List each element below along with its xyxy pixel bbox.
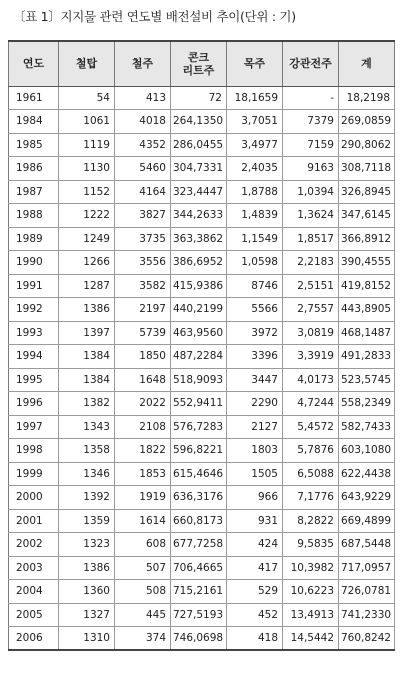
table-cell: 1343	[59, 415, 115, 439]
table-header-row	[9, 41, 395, 86]
table-cell: 2,2183	[283, 251, 339, 275]
year-cell: 1993	[9, 321, 59, 345]
year-cell: 2004	[9, 580, 59, 604]
table-cell: 419,8152	[339, 274, 395, 298]
table-cell: 1853	[115, 462, 171, 486]
table-cell: 323,4447	[171, 180, 227, 204]
table-cell: 390,4555	[339, 251, 395, 275]
table-cell: 1822	[115, 439, 171, 463]
table-cell: 3447	[227, 368, 283, 392]
table-cell: 3972	[227, 321, 283, 345]
table-cell: 1648	[115, 368, 171, 392]
header-concrete-pole: 콘크 리트주	[171, 41, 227, 86]
table-cell: 13,4913	[283, 603, 339, 627]
table-cell: 2197	[115, 298, 171, 322]
table-cell: 558,2349	[339, 392, 395, 416]
table-cell: 2,4035	[227, 157, 283, 181]
table-cell: 615,4646	[171, 462, 227, 486]
table-cell: 308,7118	[339, 157, 395, 181]
table-row	[9, 462, 395, 486]
table-cell: 1310	[59, 627, 115, 651]
year-cell: 1999	[9, 462, 59, 486]
table-cell: 1,8517	[283, 227, 339, 251]
table-cell: 54	[59, 86, 115, 110]
table-cell: 14,5442	[283, 627, 339, 651]
table-cell: 2127	[227, 415, 283, 439]
table-cell: 5566	[227, 298, 283, 322]
table-cell: 1346	[59, 462, 115, 486]
table-cell: 1249	[59, 227, 115, 251]
table-cell: 417	[227, 556, 283, 580]
year-cell: 1987	[9, 180, 59, 204]
table-cell: 264,1350	[171, 110, 227, 134]
table-cell: 1287	[59, 274, 115, 298]
table-row	[9, 251, 395, 275]
year-cell: 2006	[9, 627, 59, 651]
table-cell: 1386	[59, 556, 115, 580]
table-cell: 8,2822	[283, 509, 339, 533]
table-cell: 1119	[59, 133, 115, 157]
table-cell: 3,0819	[283, 321, 339, 345]
table-cell: 304,7331	[171, 157, 227, 181]
table-cell: 715,2161	[171, 580, 227, 604]
table-cell: 760,8242	[339, 627, 395, 651]
table-cell: 741,2330	[339, 603, 395, 627]
table-cell: 4018	[115, 110, 171, 134]
table-cell: 326,8945	[339, 180, 395, 204]
table-cell: 440,2199	[171, 298, 227, 322]
table-cell: 1360	[59, 580, 115, 604]
table-cell: 677,7258	[171, 533, 227, 557]
table-cell: 552,9411	[171, 392, 227, 416]
table-cell: 523,5745	[339, 368, 395, 392]
table-cell: 518,9093	[171, 368, 227, 392]
table-row	[9, 274, 395, 298]
header-steel-tower: 철탑	[59, 41, 115, 86]
table-cell: 608	[115, 533, 171, 557]
table-cell: 7159	[283, 133, 339, 157]
year-cell: 1996	[9, 392, 59, 416]
table-cell: 4,7244	[283, 392, 339, 416]
table-cell: 507	[115, 556, 171, 580]
table-cell: 1323	[59, 533, 115, 557]
table-cell: 2,7557	[283, 298, 339, 322]
table-row	[9, 180, 395, 204]
table-row	[9, 627, 395, 651]
table-cell: 1327	[59, 603, 115, 627]
table-row	[9, 321, 395, 345]
table-row	[9, 110, 395, 134]
table-cell: 1358	[59, 439, 115, 463]
table-cell: 72	[171, 86, 227, 110]
table-cell: 2108	[115, 415, 171, 439]
header-steel-pole: 철주	[115, 41, 171, 86]
year-cell: 2000	[9, 486, 59, 510]
year-cell: 1989	[9, 227, 59, 251]
table-cell: 1382	[59, 392, 115, 416]
table-cell: 5,7876	[283, 439, 339, 463]
table-cell: 3,7051	[227, 110, 283, 134]
table-cell: 687,5448	[339, 533, 395, 557]
year-cell: 2003	[9, 556, 59, 580]
table-cell: 415,9386	[171, 274, 227, 298]
table-row	[9, 439, 395, 463]
table-cell: 706,4665	[171, 556, 227, 580]
year-cell: 1985	[9, 133, 59, 157]
table-cell: 622,4438	[339, 462, 395, 486]
table-cell: 582,7433	[339, 415, 395, 439]
table-cell: 1266	[59, 251, 115, 275]
table-cell: 443,8905	[339, 298, 395, 322]
table-cell: 4164	[115, 180, 171, 204]
table-cell: 286,0455	[171, 133, 227, 157]
table-cell: 9163	[283, 157, 339, 181]
table-row	[9, 86, 395, 110]
table-cell: 347,6145	[339, 204, 395, 228]
table-cell: 424	[227, 533, 283, 557]
table-cell: 2022	[115, 392, 171, 416]
table-cell: 344,2633	[171, 204, 227, 228]
table-row	[9, 345, 395, 369]
year-cell: 1995	[9, 368, 59, 392]
table-cell: 3735	[115, 227, 171, 251]
table-cell: 4,0173	[283, 368, 339, 392]
table-row	[9, 580, 395, 604]
table-row	[9, 392, 395, 416]
table-cell: 366,8912	[339, 227, 395, 251]
header-year: 연도	[9, 41, 59, 86]
table-cell: 1392	[59, 486, 115, 510]
table-cell: 487,2284	[171, 345, 227, 369]
table-cell: 1386	[59, 298, 115, 322]
table-cell: 3827	[115, 204, 171, 228]
table-cell: 290,8062	[339, 133, 395, 157]
table-row	[9, 204, 395, 228]
table-cell: 3556	[115, 251, 171, 275]
table-cell: 5,4572	[283, 415, 339, 439]
table-cell: 966	[227, 486, 283, 510]
table-cell: 3582	[115, 274, 171, 298]
table-cell: 1803	[227, 439, 283, 463]
year-cell: 1986	[9, 157, 59, 181]
table-cell: 1614	[115, 509, 171, 533]
header-total: 계	[339, 41, 395, 86]
table-cell: 931	[227, 509, 283, 533]
table-cell: 463,9560	[171, 321, 227, 345]
table-caption: 〔표 1〕지지물 관련 연도별 배전설비 추이(단위 : 기)	[13, 9, 296, 24]
table-cell: 7,1776	[283, 486, 339, 510]
year-cell: 1984	[9, 110, 59, 134]
table-cell: 727,5193	[171, 603, 227, 627]
year-cell: 1990	[9, 251, 59, 275]
table-cell: 8746	[227, 274, 283, 298]
table-cell: 1,0394	[283, 180, 339, 204]
table-cell: 1397	[59, 321, 115, 345]
table-cell: 1,1549	[227, 227, 283, 251]
table-cell: 1061	[59, 110, 115, 134]
table-cell: 10,3982	[283, 556, 339, 580]
year-cell: 1994	[9, 345, 59, 369]
table-cell: 5739	[115, 321, 171, 345]
table-cell: 3,3919	[283, 345, 339, 369]
table-row	[9, 368, 395, 392]
header-steel-pipe-pole: 강관전주	[283, 41, 339, 86]
table-cell: 1505	[227, 462, 283, 486]
table-cell: 18,2198	[339, 86, 395, 110]
table-cell: 10,6223	[283, 580, 339, 604]
year-cell: 1997	[9, 415, 59, 439]
table-cell: 18,1659	[227, 86, 283, 110]
table-row	[9, 227, 395, 251]
table-cell: 1384	[59, 345, 115, 369]
table-cell: 529	[227, 580, 283, 604]
table-cell: 452	[227, 603, 283, 627]
table-cell: 596,8221	[171, 439, 227, 463]
table-cell: 363,3862	[171, 227, 227, 251]
table-row	[9, 509, 395, 533]
table-cell: 1222	[59, 204, 115, 228]
table-cell: 418	[227, 627, 283, 651]
table-cell: 269,0859	[339, 110, 395, 134]
table-cell: 1,3624	[283, 204, 339, 228]
table-row	[9, 157, 395, 181]
table-cell: 2,5151	[283, 274, 339, 298]
distribution-facilities-table	[8, 40, 395, 651]
table-cell: 3,4977	[227, 133, 283, 157]
table-cell: 6,5088	[283, 462, 339, 486]
table-row	[9, 533, 395, 557]
table-cell: 3396	[227, 345, 283, 369]
table-cell: 603,1080	[339, 439, 395, 463]
table-cell: 1,0598	[227, 251, 283, 275]
year-cell: 2002	[9, 533, 59, 557]
table-cell: 386,6952	[171, 251, 227, 275]
table-cell: 669,4899	[339, 509, 395, 533]
table-cell: 374	[115, 627, 171, 651]
table-cell: 726,0781	[339, 580, 395, 604]
table-cell: -	[283, 86, 339, 110]
table-cell: 491,2833	[339, 345, 395, 369]
table-row	[9, 133, 395, 157]
table-row	[9, 486, 395, 510]
table-cell: 445	[115, 603, 171, 627]
header-wood-pole: 목주	[227, 41, 283, 86]
table-cell: 468,1487	[339, 321, 395, 345]
table-cell: 508	[115, 580, 171, 604]
table-cell: 5460	[115, 157, 171, 181]
table-cell: 1,4839	[227, 204, 283, 228]
table-cell: 1152	[59, 180, 115, 204]
table-cell: 1850	[115, 345, 171, 369]
table-cell: 2290	[227, 392, 283, 416]
table-cell: 7379	[283, 110, 339, 134]
table-cell: 643,9229	[339, 486, 395, 510]
table-cell: 1384	[59, 368, 115, 392]
table-cell: 4352	[115, 133, 171, 157]
table-cell: 576,7283	[171, 415, 227, 439]
table-row	[9, 298, 395, 322]
table-row	[9, 603, 395, 627]
year-cell: 2001	[9, 509, 59, 533]
table-cell: 660,8173	[171, 509, 227, 533]
year-cell: 1988	[9, 204, 59, 228]
table-cell: 636,3176	[171, 486, 227, 510]
table-cell: 1130	[59, 157, 115, 181]
table-cell: 717,0957	[339, 556, 395, 580]
table-row	[9, 556, 395, 580]
table-cell: 1359	[59, 509, 115, 533]
table-body	[9, 86, 395, 650]
table-row	[9, 415, 395, 439]
table-cell: 1919	[115, 486, 171, 510]
year-cell: 1992	[9, 298, 59, 322]
table-cell: 746,0698	[171, 627, 227, 651]
year-cell: 1998	[9, 439, 59, 463]
year-cell: 1991	[9, 274, 59, 298]
year-cell: 1961	[9, 86, 59, 110]
table-cell: 1,8788	[227, 180, 283, 204]
table-cell: 9,5835	[283, 533, 339, 557]
year-cell: 2005	[9, 603, 59, 627]
table-cell: 413	[115, 86, 171, 110]
